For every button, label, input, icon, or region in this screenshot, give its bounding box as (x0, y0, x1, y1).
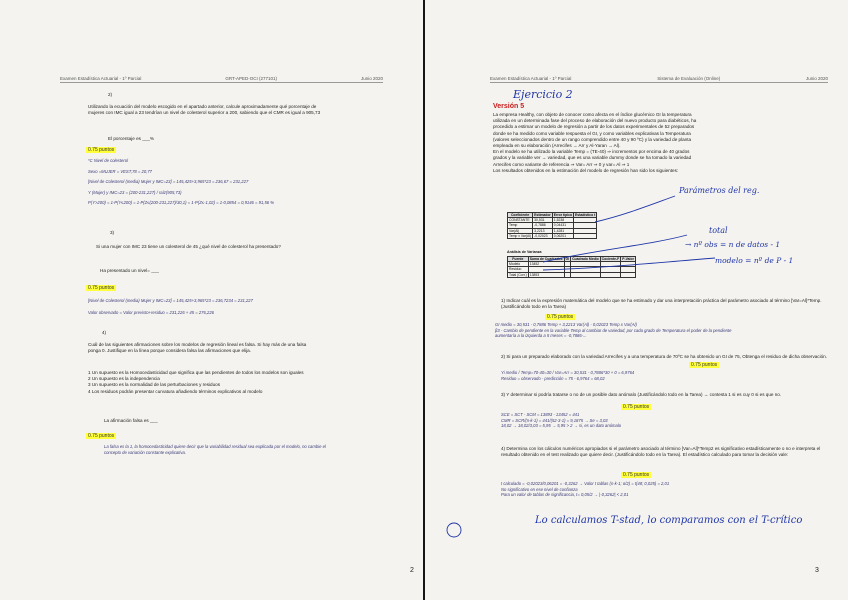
q3-answer-label: Ha presentado un nivel= ___ (100, 268, 159, 273)
arrow-stroke (543, 235, 687, 262)
q4-options (88, 370, 338, 395)
table-cell: 30,531 (533, 218, 553, 223)
q4-label: 4) (102, 330, 107, 335)
table-header-cell: Error típico (553, 213, 573, 218)
q4-work-line: t calculado = -0,02023/0,06201 = -0,3262 → Valor t tablas (n-k-1; α/2) = t(48; 0,025) = 2,01 (501, 481, 670, 486)
table-cell: Var(Al) (508, 228, 533, 233)
q3-work-line: [Nivel de Colesterol (media) Mujer y IMC=23] = 145,425+3,965*23 = 236,7234 = 231,227 (88, 298, 253, 303)
table-cell: Temp x Var(Al) (509, 233, 532, 238)
q3-work-line: CMR = SCR/(n-k-1) = 441/(52-3-1) = 9,1875 → Se = 3,03 (501, 417, 608, 423)
annotation-total: total (709, 226, 728, 235)
intro-line: Arrecifes como variante de referencia ⇒ Var= Arr ⇒ 0 y var= Al ⇒ 1 (493, 161, 630, 167)
intro-line: procedido a estimar un modelo de regresión a partir de los datos experimentales de 52 preparados (493, 124, 695, 130)
annotation-parametros: Parámetros del reg. (679, 186, 760, 195)
table-cell: Total (Corr.) (509, 272, 527, 277)
q1-score-badge: 0.75 puntos (547, 314, 574, 320)
q2-text: Utilizando la ecuación del modelo escogido en el apartado anterior, calcule aproximadamente qué porcentaje de mujeres con IMC igual a 23 tendrían un nivel de colesterol superior a 200, sabiendo que el CMR es igual a 905,73 (88, 104, 321, 116)
table-header-cell: Estadístico t (575, 213, 596, 218)
intro-line: (valores seleccionados dentro de un rango comprendido entre 40 y 90 ºC) y la variedad de planta (493, 136, 692, 142)
right-page (425, 0, 848, 600)
table-header-cell: Cuadrado Medio (572, 257, 599, 262)
q2-work (88, 158, 348, 206)
table-cell: Temp (508, 223, 533, 228)
table-cell: CONSTANTE (508, 218, 533, 223)
left-page (0, 0, 423, 600)
intro-line: donde se ha medido como variable respuesta el GI, y como variables explicativas la Temperatura (493, 130, 691, 136)
left-header-code: GRT-APED-OCI (277101) (225, 76, 278, 81)
left-header-date: Junio 2020 (360, 76, 383, 81)
table-header-cell: P-Valor (622, 257, 634, 262)
table-cell: 13893 (528, 272, 564, 277)
q2-text: 2) Si para un preparado elaborado con la variedad Arrecifes y a una temperatura de 70ºC se ha obtenido un GI de 75, Obtenga el residuo de dicha observación. (501, 354, 828, 359)
arrow-stroke (543, 258, 715, 270)
q2-score-badge: 0.75 puntos (88, 147, 115, 153)
table-cell: -0,02023 (533, 233, 553, 238)
q3-work-line: SCE = SCT - SCM = 13893 - 13452 = 441 (501, 412, 580, 417)
left-page-header (60, 76, 383, 83)
q1-work-line: GI medio = 30,531 - 0,7886 Temp + 3,2213 Var(Al) - 0,02023 Temp x Var(Al) (495, 322, 637, 327)
q3-text: Si una mujer con IMC 23 tiene un colesterol de 45 ¿qué nivel de colesterol ha presentado? (96, 244, 281, 249)
table-cell: 13452 (528, 262, 564, 267)
right-header-code: Sistema de Evaluación (Online) (657, 76, 721, 81)
q4-text: 4) Determina con los cálculos numéricos apropiados si el parámetro asociado al término [Var=Al]*Temp2 es significativo estadísticamente o no e interpreta el resultado obtenido en el test realizado que quiere decir. (Justificándolo todo en la Tarea). El estadístico calculado para tomar la decisión vale: (501, 446, 821, 458)
q2-work-line: *C Nivel de colesterol (88, 158, 129, 163)
intro-line: utilizada en un determinada fase del proceso de elaboración del nuevo producto para diabéticos, ha (493, 118, 697, 124)
table-cell: Modelo (508, 262, 529, 267)
q1-work (495, 322, 825, 339)
intro-line: grados y la variable ver → variedad, que es una variable dummy donde se ha tomado la variedad (493, 155, 692, 161)
q4-option: 3 Un supuesto es la normalidad de las perturbaciones y residuos (88, 382, 221, 388)
table-cell: 0,06201 (552, 233, 573, 238)
q2-work-line: Sexo =MUJER = VEST,78 = 20,77 (88, 168, 152, 174)
table-cell: 0,04431 (552, 223, 573, 228)
q3-work-line: Valor observado = Valor previsto+residuo = 231,226 + 45 = 276,226 (88, 309, 214, 315)
q2-work (501, 370, 821, 381)
q2-work-line: Yi medio / Temp=70-40=30 / Var=Arr = 30,531 - 0,7886*30 + 0 = 6,9764 (501, 370, 635, 375)
q1-text: 1) Indicar cuál es la expresión matemática del modelo que se ha estimado y dar una interpretación práctica del parámetro asociado al término [Var=Al]*Temp. (Justificándolo todo en la Tarea) (501, 298, 822, 310)
circle-mark (447, 523, 461, 537)
table-header-cell: Estimador (534, 213, 551, 218)
intro-line: La empresa Healthy, con objeto de conocer como afecta en el índice glucémico GI la temperatura (493, 112, 692, 117)
left-page-number: 2 (410, 567, 414, 574)
anova-table-title: Análisis de Varianza (507, 250, 542, 254)
annotation-modelo: modelo = nº de P - 1 (715, 256, 794, 265)
version-heading: Versión 5 (493, 103, 525, 110)
right-page-number: 3 (815, 567, 819, 574)
q2-work-line: [Nivel de Colesterol (media) Mujer y IMC=23] = 145,425+3,965*23 = 236,67 = 231,227 (88, 179, 249, 185)
q4-answer-label: La afirmación falsa es ___ (104, 418, 158, 423)
q2-score-badge: 0.75 puntos (691, 362, 718, 368)
table-cell: 1,5238 (552, 218, 573, 223)
left-header-title: Examen Estadística Actuarial - 1º Parcial (60, 76, 142, 81)
q2-label: 2) (108, 92, 113, 97)
q4-work-line: No significativo en ese nivel de confianza (501, 486, 578, 492)
table-header-cell: Cociente-F (601, 257, 620, 262)
right-header-date: Junio 2020 (805, 76, 828, 81)
q4-option: 2 Un supuesto es la independencia (88, 376, 160, 382)
q1-work-line: β3 - Cambio de pendiente en la variable Temp al cambiar de variedad, por cada grado de Temperatura el poder de la pendiente (495, 327, 732, 333)
q3-score-badge: 0.75 puntos (623, 404, 650, 410)
table-cell: 3,2213 (533, 228, 553, 233)
annotation-nobs: → nº obs = n de datos - 1 (685, 240, 781, 249)
q3-work (88, 298, 358, 315)
q4-option: 1 Un supuesto es la Homocedasticidad que significa que las pendientes de todos los modelos son iguales (88, 370, 304, 375)
q2-work-line: Residuo = observado - predicción = 75 - 6,9764 = 68,02 (501, 375, 605, 381)
table-header-cell: Gl (565, 257, 570, 262)
handwritten-title: Ejercicio 2 (513, 88, 573, 101)
q3-score-badge: 0.75 puntos (88, 285, 115, 291)
table-header-cell: Coeficiente (508, 213, 533, 218)
intro-line: En el modelo se ha utilizado la variable Temp = (TE-40) ⇒ incrementos por encima de 40 grados (493, 149, 690, 155)
q2-work-line: Y (Mujer) y IMC=23 = (200-231,227) / raíz(905,73) (88, 189, 182, 195)
right-header-title: Examen Estadística Actuarial - 1º Parcial (490, 76, 572, 81)
q2-work-line: P(Y>200) = 1-P(Y≤200) = 1-P(Z≤(200-231,227)/30,1) = 1-P(Z≤-1,02) = 1-0,0854 = 0,9146 = 91,56 % (88, 200, 275, 206)
q4-option: 4 Los residuos podrán presentar curvatura añadiendo términos explicativos al modelo (88, 388, 263, 394)
q3-label: 3) (110, 230, 115, 235)
q3-work (501, 412, 821, 429)
q3-work-line: 18,02 → 18,02/3,03 = 5,95 → 5,95 > 2 → si, es un dato anómalo (501, 423, 622, 429)
intro-line: empleada en su elaboración (Arrecifes → Arr y Al-Yaran → Al). (493, 143, 621, 149)
q2-answer-label: El porcentaje es ___% (108, 136, 154, 141)
table-header-cell: Suma de Cuadrados (529, 257, 563, 262)
table-header-cell: Fuente (508, 257, 529, 262)
q4-score-badge: 0.75 puntos (623, 472, 650, 478)
table-cell: Residuo (508, 267, 529, 272)
q4-score-badge: 0.75 puntos (88, 433, 115, 439)
table-cell: -0,7886 (533, 223, 553, 228)
arrow-stroke (595, 196, 675, 222)
q3-text: 3) Y determinar si podría tratarse o no de un posible dato anómalo (Justificándolo todo en la Tarea) → contesta 1 si es cuy 0 si es que no. (501, 392, 782, 397)
q4-work (501, 481, 821, 498)
q4-work: La falsa es la 1, la homocedasticidad quiere decir que la variabilidad residual sea explicada por el modelo, no cambie el concepto de variación constante explicativa. (104, 444, 326, 455)
q4-work-line: Para un valor de tablas de significancia, t= 0,05/2 → |-0,3262| < 2,01 (501, 492, 629, 498)
q4-text: Cuál de las siguientes afirmaciones sobre los modelos de regresión lineal es falsa. Si hay más de una falsa ponga 0. Justifique en la línea porque considera falsa las afirmaciones que elija. (88, 342, 307, 354)
table-cell: 1,4281 (552, 228, 573, 233)
handwritten-conclusion: Lo calculamos T-stad, lo comparamos con el T-crítico (535, 515, 803, 526)
intro-line: Los resultados obtenidos en la estimación del modelo de regresión han sido los siguientes: (493, 167, 679, 173)
q1-work-line: aumentaría a la izquierda a 5 meses = -0,7886-... (495, 333, 587, 339)
